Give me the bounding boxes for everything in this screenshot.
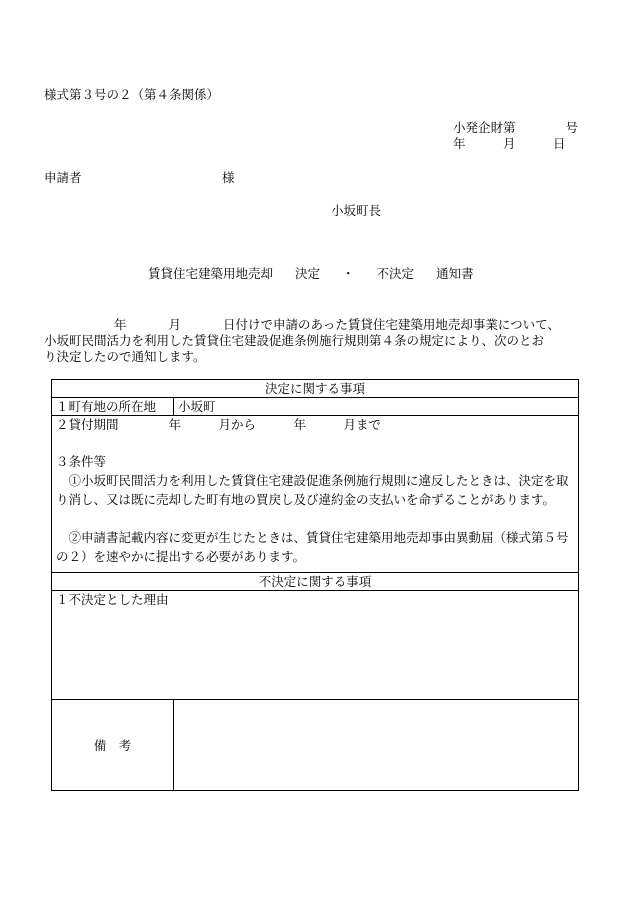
non-decision-reason: １不決定とした理由	[52, 591, 579, 700]
recipient-label: 申請者	[44, 170, 82, 185]
recipient-suffix: 様	[222, 170, 235, 185]
body-month: 月	[168, 317, 182, 332]
non-decision-header: 不決定に関する事項	[52, 573, 579, 591]
condition-1: ①小坂町民間活力を利用した賃貸住宅建設促進条例施行規則に違反したときは、決定を取り消し、又は既に売却した町有地の買戻し及び違約金の支払いを命ずることがあります。	[56, 473, 569, 507]
condition-2: ②申請書記載内容に変更が生じたときは、賃貸住宅建築用地売却事由異動届（様式第５号の２）を速やかに提出する必要があります。	[56, 530, 569, 564]
table-row	[52, 380, 579, 398]
title-not-decided: 不決定	[376, 266, 415, 281]
title-separator: ・	[342, 266, 355, 281]
title-notice: 通知書	[436, 266, 474, 281]
body-line-3: り決定したので通知します。	[44, 349, 206, 364]
location-label: １町有地の所在地	[52, 398, 174, 416]
title-decided: 決定	[295, 266, 321, 281]
body-year: 年	[114, 317, 127, 332]
table-row	[52, 416, 579, 573]
remarks-value	[174, 700, 579, 791]
document-date: 年 月 日	[453, 136, 566, 151]
table-row	[52, 573, 579, 591]
conditions-cell	[52, 416, 579, 573]
document-title	[148, 264, 474, 282]
form-number: 様式第３号の２（第４条関係）	[44, 87, 220, 102]
table-row	[52, 700, 579, 791]
issuer: 小坂町長	[331, 203, 382, 218]
location-value: 小坂町	[174, 398, 579, 416]
conditions-label: ３条件等	[56, 454, 107, 469]
document-number: 小発企財第 号	[453, 120, 579, 135]
lease-period: ２貸付期間 年 月から 年 月まで	[56, 417, 382, 432]
table-row	[52, 398, 579, 416]
decision-header: 決定に関する事項	[52, 380, 579, 398]
remarks-label: 備 考	[52, 700, 174, 791]
body-line1-rest: 日付けで申請のあった賃貸住宅建築用地売却事業について、	[223, 317, 560, 332]
body-line-2: 小坂町民間活力を利用した賃貸住宅建設促進条例施行規則第４条の規定により、次のとお	[44, 333, 545, 348]
title-main: 賃貸住宅建築用地売却	[148, 266, 274, 281]
form-table	[51, 379, 579, 791]
table-row	[52, 591, 579, 700]
